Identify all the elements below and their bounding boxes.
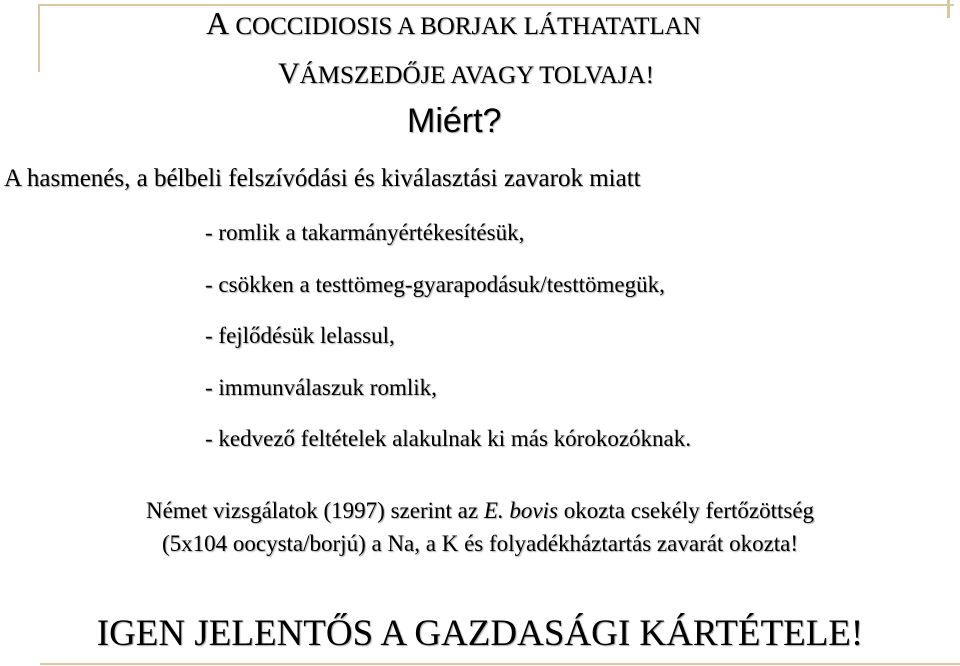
study-paragraph [0, 494, 960, 560]
slide-title-line1 [206, 5, 701, 42]
conclusion-heading: IGEN JELENTŐS A GAZDASÁGI KÁRTÉTELE! [96, 613, 864, 654]
slide-title-line2 [278, 57, 654, 91]
effects-list [205, 218, 691, 476]
species-name: E. bovis [483, 498, 558, 523]
study-text-after-species: okozta csekély fertőzöttség [557, 498, 815, 523]
frame-line-left [38, 4, 40, 72]
title-line2-initial: V [278, 57, 300, 90]
effect-item: - fejlődésük lelassul, [205, 323, 395, 349]
question-heading: Miért? [407, 102, 502, 140]
frame-line-right [947, 0, 950, 18]
study-text-before-species: Német vizsgálatok (1997) szerint az [145, 498, 484, 523]
title-line1-text: COCCIDIOSIS A BORJAK LÁTHATATLAN [229, 13, 701, 40]
title-line2-text: ÁMSZEDŐJE AVAGY TOLVAJA! [299, 62, 654, 89]
effect-item: - immunválaszuk romlik, [205, 374, 437, 400]
effect-item: - csökken a testtömeg-gyarapodásuk/testtömegük, [205, 271, 665, 297]
intro-text: A hasmenés, a bélbeli felszívódási és kiválasztási zavarok miatt [4, 165, 641, 192]
effect-item: - romlik a takarmányértékesítésük, [205, 220, 525, 245]
frame-line-bottom [40, 663, 960, 665]
study-line2: (5x104 oocysta/borjú) a Na, a K és folyadékháztartás zavarát okozta! [161, 531, 799, 556]
effect-item: - kedvező feltételek alakulnak ki más kórokozóknak. [205, 426, 692, 452]
title-line1-initial: A [206, 5, 230, 41]
study-line1 [0, 494, 960, 527]
